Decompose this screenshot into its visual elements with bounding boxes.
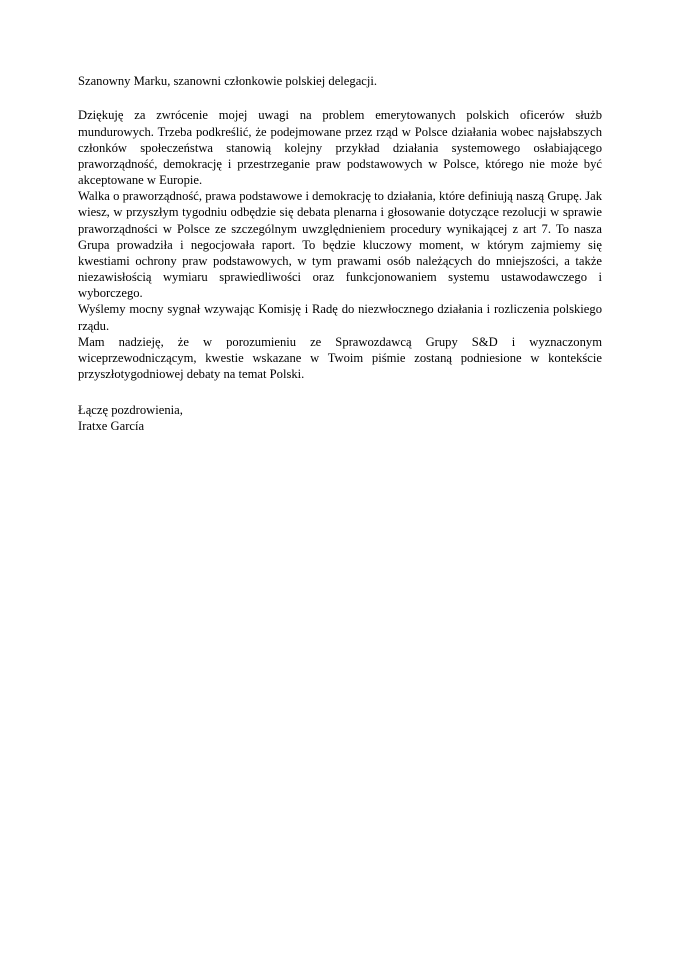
letter-valediction: Łączę pozdrowienia,	[78, 403, 183, 418]
letter-paragraph-3: Wyślemy mocny sygnał wzywając Komisję i Radę do niezwłocznego działania i rozliczenia polskiego rządu.	[78, 302, 602, 333]
letter-paragraph-4: Mam nadzieję, że w porozumieniu ze Sprawozdawcą Grupy S&D i wyznaczonym wiceprzewodniczącym, kwestie wskazane w Twoim piśmie zostaną podniesione w kontekście przyszłotygodniowej debaty na temat Polski.	[78, 334, 602, 382]
letter-closing	[78, 402, 602, 434]
letter-salutation: Szanowny Marku, szanowni członkowie polskiej delegacji.	[78, 74, 378, 88]
letter-signature: Iratxe García	[78, 419, 145, 434]
letter-body	[78, 74, 602, 435]
letter-paragraph-2: Walka o praworządność, prawa podstawowe i demokrację to działania, które definiują naszą Grupę. Jak wiesz, w przyszłym tygodniu odbędzie się debata plenarna i głosowanie dotyczące rezolucji w sprawie praworządności w Polsce ze szczególnym uwzględnieniem procedury wynikającej z art 7. To nasza Grupa prowadziła i negocjowała raport. To będzie kluczowy moment, w którym zajmiemy się kwestiami ochrony praw podstawowych, w tym prawami osób należących do mniejszości, a także niezawisłością wymiaru sprawiedliwości oraz funkcjonowaniem systemu ustawodawczego i wyborczego.	[78, 189, 602, 301]
letter-paragraph-1: Dziękuję za zwrócenie mojej uwagi na problem emerytowanych polskich oficerów służb mundurowych. Trzeba podkreślić, że podejmowane przez rząd w Polsce działania wobec najsłabszych członków społeczeństwa stanowią kolejny przykład działania systemowego osłabiającego praworządność, demokrację i przestrzeganie praw podstawowych w Polsce, którego nie może być akceptowane w Europie.	[78, 108, 602, 188]
